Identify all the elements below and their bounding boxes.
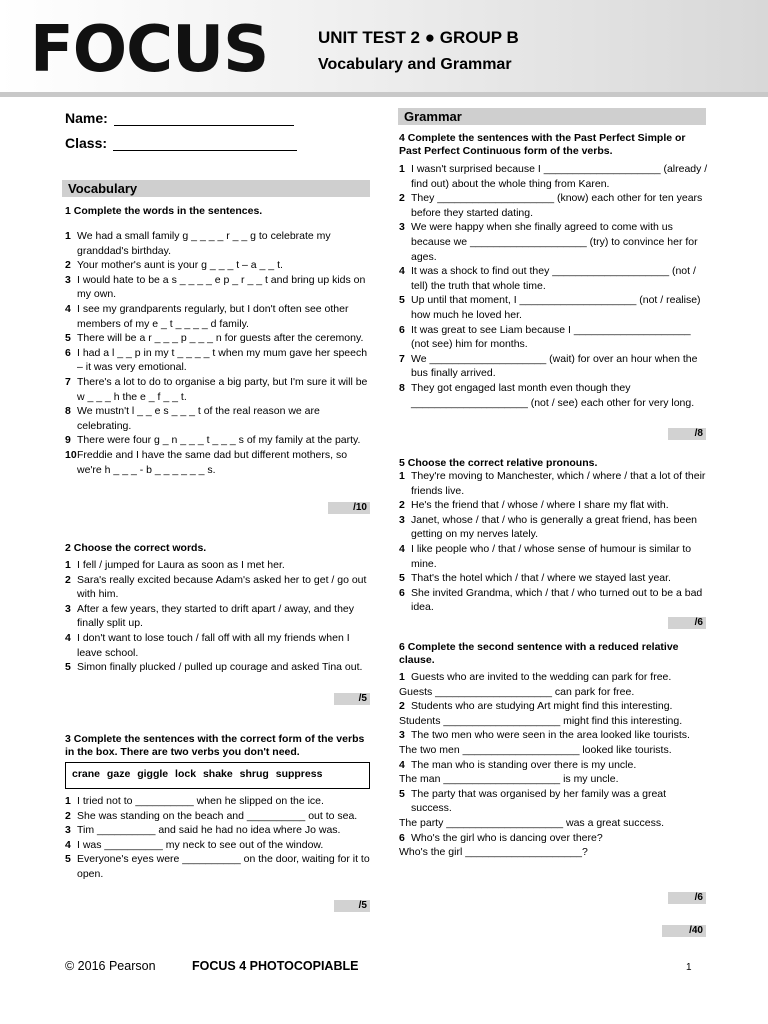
ex6-score: /6 bbox=[668, 892, 706, 904]
item-text: Who's the girl ____________________? bbox=[399, 846, 588, 859]
item-text: They're moving to Manchester, which / where / that a lot of their friends live. bbox=[411, 470, 706, 497]
item-text: Tim __________ and said he had no idea where Jo was. bbox=[77, 824, 341, 837]
item-text: I was __________ my neck to see out of the window. bbox=[77, 838, 324, 851]
item-text: The party ____________________ was a great success. bbox=[399, 816, 665, 829]
ex3-instruction: 3 Complete the sentences with the correct form of the verbs in the box. There are two verbs you don't need. bbox=[65, 733, 365, 758]
item-number: 10 bbox=[65, 448, 77, 461]
list-item bbox=[399, 845, 709, 860]
word-box: crane gaze giggle lock shake shrug suppress bbox=[65, 762, 370, 789]
list-item bbox=[65, 331, 370, 346]
list-item bbox=[399, 191, 709, 220]
list-item bbox=[65, 375, 370, 404]
list-item bbox=[399, 787, 709, 816]
item-text: The man who is standing over there is my uncle. bbox=[411, 758, 637, 771]
list-item bbox=[65, 302, 370, 331]
item-text: Guests ____________________ can park for free. bbox=[399, 685, 635, 698]
list-item bbox=[399, 831, 709, 846]
page-number: 1 bbox=[686, 962, 692, 973]
ex6-list bbox=[399, 670, 709, 860]
item-text: They ____________________ (know) each other for ten years before they started dating. bbox=[411, 192, 703, 219]
item-number: 1 bbox=[399, 671, 405, 683]
item-text: They got engaged last month even though they ____________________ (not / see) each other for very long. bbox=[411, 381, 695, 409]
item-number: 5 bbox=[65, 661, 71, 674]
item-text: Students who are studying Art might find this interesting. bbox=[411, 700, 673, 713]
class-field[interactable] bbox=[65, 135, 297, 151]
list-item bbox=[399, 469, 709, 498]
vocabulary-heading: Vocabulary bbox=[62, 180, 370, 197]
item-number: 2 bbox=[65, 259, 71, 272]
item-text: I fell / jumped for Laura as soon as I met her. bbox=[77, 559, 285, 571]
item-number: 3 bbox=[399, 221, 405, 234]
item-text: The two men ____________________ looked like tourists. bbox=[399, 743, 672, 756]
item-text: We ____________________ (wait) for over an hour when the bus finally arrived. bbox=[411, 352, 698, 380]
item-text: Students ____________________ might find this interesting. bbox=[399, 714, 683, 727]
list-item bbox=[399, 670, 709, 685]
item-number: 2 bbox=[399, 499, 405, 512]
list-item bbox=[65, 573, 370, 602]
item-text: Your mother's aunt is your g _ _ _ t – a _ _ t. bbox=[77, 259, 283, 272]
list-item bbox=[399, 498, 709, 513]
item-text: Sara's really excited because Adam's asked her to get / go out with him. bbox=[77, 573, 367, 601]
list-item bbox=[399, 323, 709, 352]
ex1-score: /10 bbox=[328, 502, 370, 514]
item-number: 3 bbox=[65, 273, 71, 286]
list-item bbox=[399, 542, 709, 571]
item-number: 4 bbox=[399, 542, 405, 555]
test-subtitle: Vocabulary and Grammar bbox=[318, 56, 512, 73]
list-item bbox=[399, 586, 709, 615]
list-item bbox=[399, 513, 709, 542]
item-number: 3 bbox=[399, 729, 405, 742]
item-number: 5 bbox=[65, 332, 71, 345]
item-number: 4 bbox=[65, 631, 71, 644]
item-text: Janet, whose / that / who is generally a great friend, has been getting on my nerves lately. bbox=[411, 513, 698, 541]
list-item bbox=[399, 352, 709, 381]
list-item bbox=[399, 381, 709, 410]
item-number: 6 bbox=[65, 346, 71, 359]
item-text: I like people who / that / whose sense of humour is similar to mine. bbox=[411, 542, 692, 570]
item-text: I tried not to __________ when he slipped on the ice. bbox=[77, 795, 324, 807]
ex4-list bbox=[399, 162, 709, 410]
list-item bbox=[399, 264, 709, 293]
ex2-list bbox=[65, 558, 370, 675]
item-number: 5 bbox=[399, 787, 405, 800]
ex6-instruction: 6 Complete the second sentence with a reduced relative clause. bbox=[399, 641, 679, 666]
item-number: 8 bbox=[399, 381, 405, 394]
copyright: © 2016 Pearson bbox=[65, 959, 156, 973]
item-number: 2 bbox=[65, 573, 71, 586]
list-item bbox=[399, 714, 709, 729]
item-text: I would hate to be a s _ _ _ _ e p _ r _ _ t and bring up kids on my own. bbox=[77, 273, 366, 301]
ex1-instruction: 1 Complete the words in the sentences. bbox=[65, 205, 263, 217]
photocopiable-label: FOCUS 4 PHOTOCOPIABLE bbox=[192, 959, 359, 973]
ex2-instruction: 2 Choose the correct words. bbox=[65, 542, 207, 554]
item-number: 3 bbox=[65, 602, 71, 615]
item-text: Who's the girl who is dancing over there? bbox=[411, 831, 603, 844]
item-number: 1 bbox=[399, 163, 405, 175]
name-field[interactable] bbox=[65, 110, 294, 126]
ex4-score: /8 bbox=[668, 428, 706, 440]
list-item bbox=[65, 448, 370, 477]
list-item bbox=[399, 293, 709, 322]
item-number: 1 bbox=[65, 795, 71, 807]
grammar-heading: Grammar bbox=[398, 108, 706, 125]
list-item bbox=[65, 346, 370, 375]
list-item bbox=[399, 816, 709, 831]
item-text: I wasn't surprised because I ____________________ (already / find out) about the whole thing from Karen. bbox=[411, 163, 708, 190]
item-text: Everyone's eyes were __________ on the door, waiting for it to open. bbox=[77, 853, 370, 880]
list-item bbox=[399, 758, 709, 773]
item-number: 4 bbox=[65, 838, 71, 851]
item-number: 1 bbox=[65, 230, 71, 242]
list-item bbox=[65, 794, 370, 809]
item-number: 5 bbox=[65, 853, 71, 866]
item-text: We mustn't l _ _ e s _ _ _ t of the real reason we are celebrating. bbox=[77, 405, 320, 432]
item-number: 4 bbox=[399, 265, 405, 278]
item-text: She invited Grandma, which / that / who turned out to be a bad idea. bbox=[411, 586, 703, 614]
item-number: 3 bbox=[399, 513, 405, 526]
item-number: 5 bbox=[399, 294, 405, 307]
item-number: 5 bbox=[399, 572, 405, 585]
item-number: 2 bbox=[399, 192, 405, 205]
ex5-instruction: 5 Choose the correct relative pronouns. bbox=[399, 457, 598, 469]
ex5-score: /6 bbox=[668, 617, 706, 629]
list-item bbox=[65, 852, 370, 881]
item-number: 6 bbox=[399, 831, 405, 844]
item-text: She was standing on the beach and __________ out to sea. bbox=[77, 809, 358, 822]
item-text: I had a l _ _ p in my t _ _ _ _ t when my mum gave her speech – it was very emotional. bbox=[77, 346, 368, 374]
header-rule bbox=[0, 92, 768, 97]
list-item bbox=[399, 772, 709, 787]
item-text: There's a lot to do to organise a big party, but I'm sure it will be w _ _ _ h the e _ f _ _ t. bbox=[77, 375, 368, 403]
list-item bbox=[65, 823, 370, 838]
list-item bbox=[65, 602, 370, 631]
item-text: There will be a r _ _ _ p _ _ _ n for guests after the ceremony. bbox=[77, 332, 364, 345]
class-line[interactable] bbox=[113, 136, 297, 151]
item-text: The man ____________________ is my uncle. bbox=[399, 773, 619, 786]
item-number: 6 bbox=[399, 323, 405, 336]
item-number: 1 bbox=[65, 559, 71, 571]
item-text: After a few years, they started to drift apart / away, and they finally split up. bbox=[77, 602, 355, 630]
ex3-score: /5 bbox=[334, 900, 370, 912]
name-label: Name: bbox=[65, 110, 108, 126]
item-number: 3 bbox=[65, 824, 71, 837]
list-item bbox=[399, 699, 709, 714]
item-number: 4 bbox=[399, 758, 405, 771]
list-item bbox=[399, 728, 709, 743]
total-score: /40 bbox=[662, 925, 706, 937]
item-text: There were four g _ n _ _ _ t _ _ _ s of my family at the party. bbox=[77, 434, 361, 447]
item-text: The two men who were seen in the area looked like tourists. bbox=[411, 729, 690, 742]
list-item bbox=[65, 809, 370, 824]
list-item bbox=[399, 743, 709, 758]
list-item bbox=[65, 258, 370, 273]
item-text: We had a small family g _ _ _ _ r _ _ g to celebrate my granddad's birthday. bbox=[77, 230, 331, 257]
list-item bbox=[399, 162, 709, 191]
list-item bbox=[65, 660, 370, 675]
item-text: That's the hotel which / that / where we stayed last year. bbox=[411, 572, 671, 585]
ex1-list bbox=[65, 229, 370, 477]
item-text: Guests who are invited to the wedding can park for free. bbox=[411, 671, 672, 683]
item-number: 7 bbox=[399, 352, 405, 365]
item-number: 7 bbox=[65, 375, 71, 388]
item-number: 9 bbox=[65, 434, 71, 447]
name-line[interactable] bbox=[114, 111, 294, 126]
list-item bbox=[65, 838, 370, 853]
list-item bbox=[65, 631, 370, 660]
item-text: It was great to see Liam because I ____________________ (not see) him for months. bbox=[411, 323, 691, 351]
list-item bbox=[399, 220, 709, 264]
list-item bbox=[65, 273, 370, 302]
item-text: It was a shock to find out they ____________________ (not / tell) the truth that whole time. bbox=[411, 265, 696, 292]
item-text: Simon finally plucked / pulled up courage and asked Tina out. bbox=[77, 661, 363, 674]
item-text: I see my grandparents regularly, but I don't often see other members of my e _ t _ _ _ _ d family. bbox=[77, 302, 349, 330]
class-label: Class: bbox=[65, 135, 108, 151]
item-text: He's the friend that / whose / where I share my flat with. bbox=[411, 499, 669, 512]
item-number: 8 bbox=[65, 405, 71, 418]
item-text: The party that was organised by her family was a great success. bbox=[411, 787, 667, 815]
ex3-list bbox=[65, 794, 370, 882]
item-text: Up until that moment, I ____________________ (not / realise) how much he loved her. bbox=[411, 294, 701, 321]
item-number: 6 bbox=[399, 586, 405, 599]
list-item bbox=[65, 433, 370, 448]
item-number: 1 bbox=[399, 470, 405, 482]
item-number: 2 bbox=[399, 700, 405, 713]
item-text: Freddie and I have the same dad but different mothers, so we're h _ _ _ - b _ _ _ _ _ _ s. bbox=[77, 448, 348, 476]
ex5-list bbox=[399, 469, 709, 615]
item-text: I don't want to lose touch / fall off with all my friends when I leave school. bbox=[77, 631, 350, 659]
ex2-score: /5 bbox=[334, 693, 370, 705]
item-number: 4 bbox=[65, 302, 71, 315]
ex4-instruction: 4 Complete the sentences with the Past Perfect Simple or Past Perfect Continuous form of the verbs. bbox=[399, 132, 686, 157]
list-item bbox=[65, 229, 370, 258]
list-item bbox=[65, 558, 370, 573]
focus-logo: FOCUS bbox=[30, 13, 269, 87]
unit-title: UNIT TEST 2 ● GROUP B bbox=[318, 28, 519, 47]
list-item bbox=[399, 685, 709, 700]
list-item bbox=[65, 404, 370, 433]
item-text: We were happy when she finally agreed to come with us because we ____________________ (try) to convince her for ages. bbox=[411, 221, 698, 263]
item-number: 2 bbox=[65, 809, 71, 822]
list-item bbox=[399, 571, 709, 586]
